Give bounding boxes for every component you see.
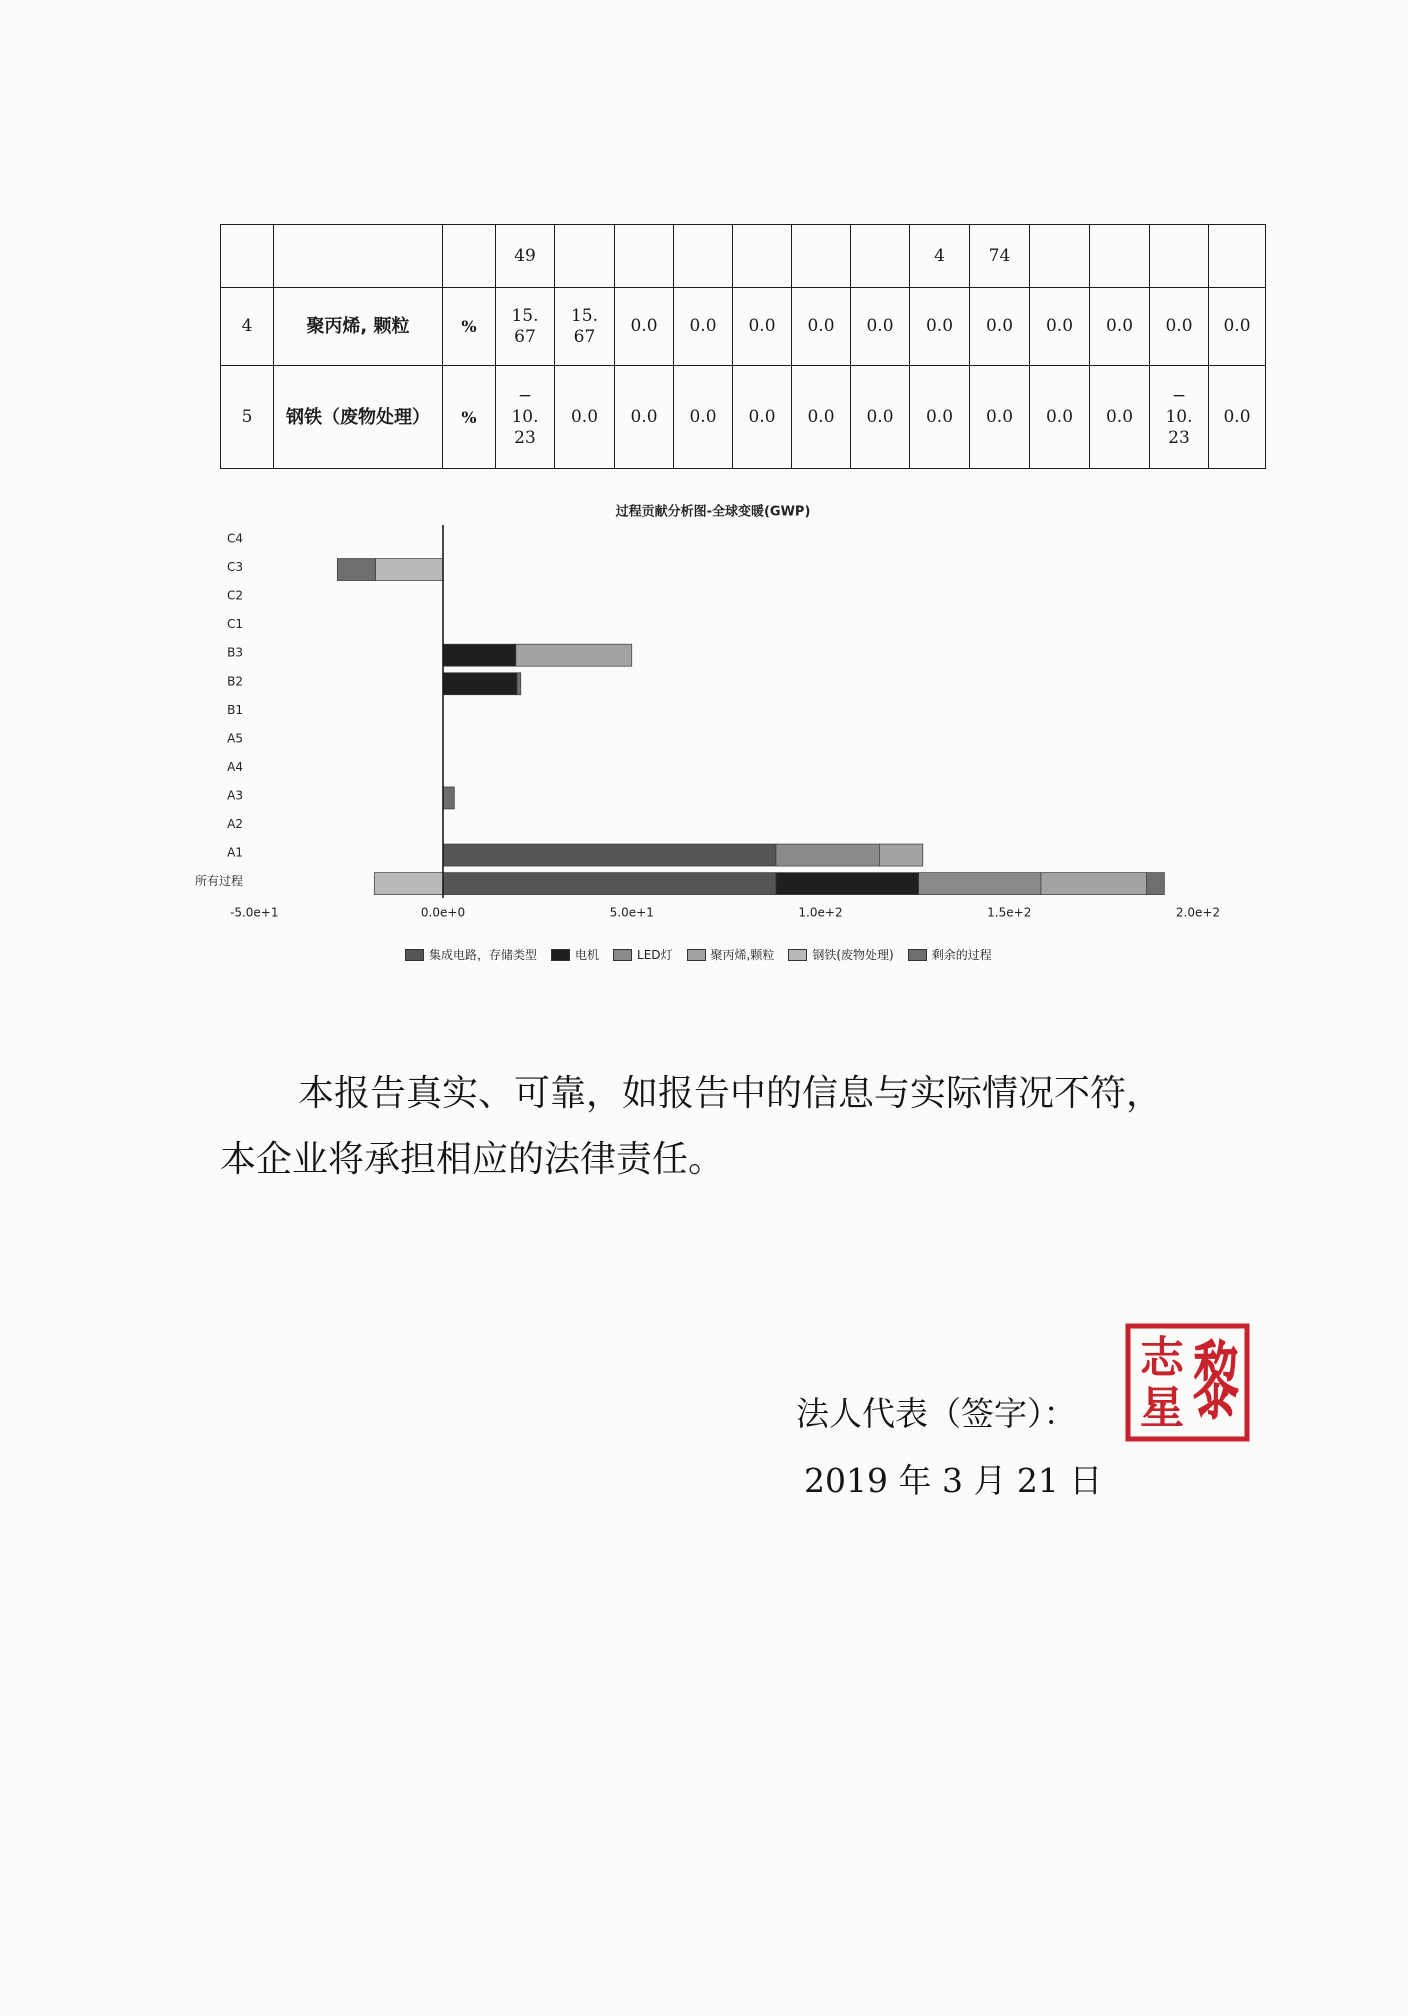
bar-segment: [443, 873, 776, 895]
bar-segment: [443, 844, 776, 866]
table-row: [221, 366, 1266, 469]
value-cell: [1150, 225, 1209, 288]
legend-swatch: [613, 949, 632, 961]
legal-representative-signature-label: 法人代表（签字）：: [796, 1394, 1077, 1433]
material-name-cell: 钢铁（废物处理）: [274, 366, 443, 469]
row-number-cell: [221, 225, 274, 288]
legend-label: 剩余的过程: [931, 948, 992, 962]
results-table: [220, 224, 1266, 469]
value-cell: [851, 225, 910, 288]
value-cell: 0.0: [1150, 288, 1209, 366]
row-number-cell: 4: [221, 288, 274, 366]
legend-item: [613, 946, 673, 963]
value-cell: 0.0: [674, 288, 733, 366]
value-cell: 0.0: [970, 288, 1030, 366]
x-axis-tick-labels: [230, 906, 1220, 920]
x-tick-label: -5.0e+1: [230, 905, 279, 920]
material-name-cell: [274, 225, 443, 288]
statement-line-1: 本报告真实、可靠，如报告中的信息与实际情况不符，: [298, 1073, 1163, 1114]
category-label: A5: [227, 731, 243, 746]
legend-label: LED灯: [637, 948, 673, 962]
legend-item: [908, 946, 992, 963]
seal-char: 志: [1140, 1332, 1184, 1384]
legend-swatch: [687, 949, 706, 961]
chart-legend: [405, 946, 992, 963]
value-cell: 4: [910, 225, 970, 288]
value-cell: 49: [496, 225, 555, 288]
category-label: A4: [227, 759, 243, 774]
unit-cell: %: [443, 288, 496, 366]
value-cell: 0.0: [615, 288, 674, 366]
x-tick-label: 1.0e+2: [798, 905, 843, 920]
signature-date: 2019 年 3 月 21 日: [804, 1461, 1103, 1500]
category-label: B1: [227, 702, 243, 717]
category-label: B3: [227, 645, 243, 660]
bar-group: [337, 559, 1164, 895]
value-cell: − 10. 23: [496, 366, 555, 469]
seal-char: 黎: [1193, 1333, 1239, 1433]
value-cell: 0.0: [615, 366, 674, 469]
value-cell: 0.0: [792, 288, 851, 366]
x-tick-label: 5.0e+1: [609, 905, 654, 920]
category-label: A3: [227, 788, 243, 803]
row-number-cell: 5: [221, 366, 274, 469]
bar-segment: [337, 559, 375, 581]
legend-label: 电机: [575, 948, 600, 962]
value-cell: [792, 225, 851, 288]
value-cell: 15. 67: [496, 288, 555, 366]
table-row: [221, 225, 1266, 288]
chart-title: 过程贡献分析图-全球变暖(GWP): [615, 504, 811, 520]
value-cell: [555, 225, 615, 288]
bar-segment: [375, 559, 443, 581]
statement-line-2: 本企业将承担相应的法律责任。: [220, 1139, 725, 1180]
x-tick-label: 0.0e+0: [420, 905, 466, 920]
value-cell: 0.0: [1030, 288, 1090, 366]
category-label: C1: [226, 617, 243, 632]
value-cell: 0.0: [910, 288, 970, 366]
value-cell: 0.0: [1090, 366, 1150, 469]
legend-item: [405, 946, 537, 963]
value-cell: 0.0: [555, 366, 615, 469]
category-label: C3: [226, 560, 243, 575]
bar-segment: [443, 644, 516, 666]
value-cell: 0.0: [733, 366, 792, 469]
legend-swatch: [405, 949, 424, 961]
value-cell: 0.0: [970, 366, 1030, 469]
legend-swatch: [908, 949, 927, 961]
value-cell: 0.0: [910, 366, 970, 469]
value-cell: [1209, 225, 1266, 288]
bar-segment: [517, 673, 521, 695]
value-cell: [733, 225, 792, 288]
value-cell: 0.0: [674, 366, 733, 469]
value-cell: [615, 225, 674, 288]
value-cell: 0.0: [1030, 366, 1090, 469]
category-axis-labels: [195, 532, 243, 889]
legend-item: [788, 946, 893, 963]
value-cell: 0.0: [792, 366, 851, 469]
bar-segment: [1147, 873, 1165, 895]
category-label: A1: [227, 845, 243, 860]
value-cell: [1030, 225, 1090, 288]
category-label: C2: [226, 588, 243, 603]
value-cell: 0.0: [1209, 366, 1266, 469]
legend-label: 钢铁(废物处理): [812, 948, 894, 962]
legend-item: [551, 946, 599, 963]
legend-label: 集成电路，存储类型: [429, 948, 538, 962]
value-cell: − 10. 23: [1150, 366, 1209, 469]
bar-segment: [776, 844, 879, 866]
value-cell: 0.0: [733, 288, 792, 366]
bar-segment: [516, 644, 632, 666]
category-label: A2: [227, 817, 243, 831]
bar-segment: [443, 673, 517, 695]
table-row: [221, 288, 1266, 366]
process-contribution-chart: [0, 490, 1408, 930]
value-cell: 15. 67: [555, 288, 615, 366]
value-cell: 0.0: [1090, 288, 1150, 366]
material-name-cell: 聚丙烯, 颗粒: [274, 288, 443, 366]
value-cell: 74: [970, 225, 1030, 288]
bar-segment: [776, 873, 919, 895]
legend-item: [687, 946, 775, 963]
legend-swatch: [788, 949, 807, 961]
x-tick-label: 1.5e+2: [987, 905, 1032, 920]
legend-label: 聚丙烯,颗粒: [710, 948, 775, 962]
seal-char: 星: [1140, 1382, 1184, 1434]
legend-swatch: [551, 949, 570, 961]
x-tick-label: 2.0e+2: [1175, 905, 1221, 920]
value-cell: 0.0: [851, 288, 910, 366]
bar-segment: [443, 787, 454, 809]
bar-segment: [879, 844, 922, 866]
bar-segment: [374, 873, 443, 895]
unit-cell: %: [443, 366, 496, 469]
personal-seal-stamp: [1124, 1322, 1252, 1444]
bar-segment: [1041, 873, 1147, 895]
value-cell: 0.0: [851, 366, 910, 469]
bar-segment: [919, 873, 1041, 895]
value-cell: 0.0: [1209, 288, 1266, 366]
unit-cell: [443, 225, 496, 288]
category-label: B2: [227, 674, 243, 689]
value-cell: [1090, 225, 1150, 288]
value-cell: [674, 225, 733, 288]
category-label: C4: [226, 531, 243, 546]
category-label: 所有过程: [194, 874, 243, 889]
